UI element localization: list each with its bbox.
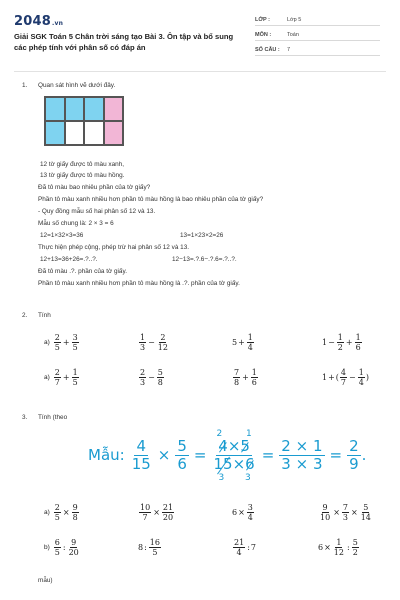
- q3-b4: 6 × $\frac{1}{12}$ : $\frac{5}{2}$: [318, 538, 358, 557]
- q1-line: Phần tô màu xanh nhiều hơn phần tô màu hồng là .?. phần của tờ giấy.: [38, 280, 240, 287]
- q1-calc: 13=1×23×2=26: [180, 232, 224, 239]
- site-logo[interactable]: 2048.vn: [14, 14, 64, 29]
- q3-b1: b) $\frac{6}{5}$ : $\frac{9}{20}$: [44, 538, 79, 557]
- header-divider: [14, 71, 386, 72]
- example-label: Mẫu:: [88, 446, 125, 464]
- q2-number: 2.: [22, 312, 28, 319]
- q3-a4: $\frac{9}{10}$ × $\frac{7}{3}$ × $\frac{5}{14}$: [320, 503, 371, 522]
- q1-line: Đã tô màu .?. phần của tờ giấy.: [38, 268, 127, 275]
- q3-a1: a) $\frac{2}{5}$ × $\frac{9}{8}$: [44, 503, 78, 522]
- q2-b1: a) $\frac{2}{7}$ + $\frac{1}{5}$: [44, 368, 78, 387]
- grid-cell: [84, 121, 104, 145]
- meta-subject: MÔN : Toán: [255, 30, 380, 41]
- grid-cell: [65, 97, 85, 121]
- q1-calc: 12=1×32×3=36: [40, 232, 84, 239]
- grid-cell: [104, 121, 124, 145]
- q3-number: 3.: [22, 414, 28, 421]
- grid-cell: [104, 97, 124, 121]
- example-cancel-fraction: 4×5 15×6 2 1 3 3: [213, 428, 255, 483]
- q2-a4: 1 − $\frac{1}{2}$ + $\frac{1}{6}$: [322, 333, 361, 352]
- q1-prompt: Quan sát hình vẽ dưới đây.: [38, 82, 116, 89]
- q3-b2: 8 : $\frac{16}{5}$: [138, 538, 160, 557]
- q1-calc: 12+13=36+26=.?..?.: [40, 256, 98, 263]
- q3-a2: $\frac{10}{7}$ × $\frac{21}{20}$: [140, 503, 174, 522]
- q1-number: 1.: [22, 82, 28, 89]
- q2-a1: a) $\frac{2}{5}$ + $\frac{3}{5}$: [44, 333, 78, 352]
- grid-cell: [65, 121, 85, 145]
- grid-cell: [45, 97, 65, 121]
- q1-shaded-grid-figure: [44, 96, 124, 146]
- q3-worked-example: Mẫu: $\frac{4}{15}$ × $\frac{5}{6}$ = 4×5 15×6 2 1 3 3 = $\frac{2 \times 1}{3 \times 3}$ = $\frac{2}{9}$ .: [88, 428, 367, 483]
- q2-b2: $\frac{2}{3}$ − $\frac{5}{8}$: [140, 368, 163, 387]
- q1-calc: 12−13=.?.6−.?.6=.?..?.: [172, 256, 237, 263]
- q3-b3: $\frac{21}{4}$ : 7: [234, 538, 256, 557]
- q1-line: 12 tờ giấy được tô màu xanh,: [40, 161, 125, 168]
- q1-line: Đã tô màu bao nhiêu phần của tờ giấy?: [38, 184, 151, 191]
- q2-a3: 5 + $\frac{1}{4}$: [232, 333, 253, 352]
- meta-class: LỚP : Lớp 5: [255, 15, 380, 26]
- q3-prompt-suffix: mẫu): [38, 577, 53, 584]
- q3-a3: 6 × $\frac{3}{4}$: [232, 503, 253, 522]
- meta-question-count: SỐ CÂU : 7: [255, 45, 380, 56]
- q2-b4: 1 + ( $\frac{4}{7}$ − $\frac{1}{4}$ ): [322, 368, 369, 387]
- q2-a2: $\frac{1}{3}$ − $\frac{2}{12}$: [140, 333, 168, 352]
- q3-prompt: Tính (theo: [38, 414, 68, 421]
- q1-line: Mẫu số chung là: 2 × 3 = 6: [38, 220, 114, 227]
- q1-line: Phần tô màu xanh nhiều hơn phần tô màu hồng là bao nhiêu phần của tờ giấy?: [38, 196, 264, 203]
- grid-cell: [84, 97, 104, 121]
- q1-line: - Quy đồng mẫu số hai phân số 12 và 13.: [38, 208, 156, 215]
- page-title: Giải SGK Toán 5 Chân trời sáng tạo Bài 3. Ôn tập và bổ sung các phép tính với phân số có đáp án: [14, 32, 234, 52]
- q1-line: Thực hiện phép cộng, phép trừ hai phân số 12 và 13.: [38, 244, 190, 251]
- q2-prompt: Tính: [38, 312, 51, 319]
- q2-b3: $\frac{7}{8}$ + $\frac{1}{6}$: [234, 368, 257, 387]
- grid-cell: [45, 121, 65, 145]
- q1-line: 13 tờ giấy được tô màu hồng.: [40, 172, 125, 179]
